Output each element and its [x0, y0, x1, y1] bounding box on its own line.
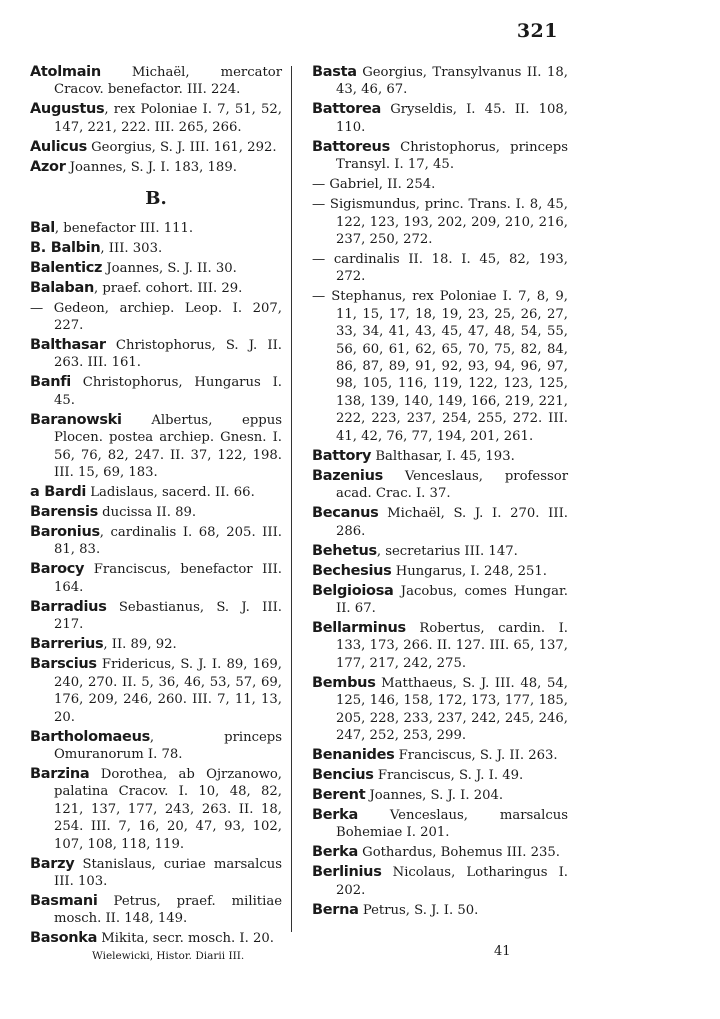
- index-entry: [30, 561, 282, 596]
- index-entry: [30, 856, 282, 891]
- entry-text: Matthaeus, S. J. III. 48, 54, 125, 146, 158, 172, 173, 177, 185, 205, 228, 233, 237, 242, 245, 246, 247, 252, 253, 299.: [336, 675, 568, 743]
- index-entry: [312, 101, 568, 136]
- index-entry: [30, 729, 282, 764]
- entry-text: Albertus, eppus Plocen. postea archiep. Gnesn. I. 56, 76, 82, 247. II. 37, 122, 198. III. 15, 69, 183.: [54, 412, 282, 481]
- entry-text: Nicolaus, Lotharingus I. 202.: [336, 865, 568, 898]
- column-divider: [291, 66, 292, 932]
- entry-text: — Stephanus, rex Poloniae I. 7, 8, 9, 11, 15, 17, 18, 19, 23, 25, 26, 27, 33, 34, 41, 43, 45, 47, 48, 54, 55, 56, 60, 61, 62, 65, 70, 75, 82, 84, 86, 87, 89, 91, 92, 93, 94, 96, 97, 98, 105, 116, 119, 122, 123, 125, 138, 139, 140, 149, 166, 219, 221, 222, 223, 237, 254, 255, 272. III. 41, 42, 76, 77, 194, 201, 261.: [312, 289, 568, 444]
- entry-headword: Barzina: [30, 765, 90, 782]
- index-entry: [30, 64, 282, 99]
- index-entry: [312, 787, 568, 804]
- index-entry: [30, 893, 282, 928]
- index-entry: [312, 505, 568, 540]
- entry-headword: Balaban: [30, 279, 94, 296]
- entry-headword: Berlinius: [312, 864, 382, 881]
- entry-text: Franciscus, S. J. II. 263.: [394, 747, 558, 763]
- entry-text: , princeps Omuranorum I. 78.: [54, 729, 282, 762]
- index-entry: [30, 374, 282, 409]
- index-entry: [312, 767, 568, 784]
- entry-headword: Bembus: [312, 674, 376, 691]
- entry-headword: Barradius: [30, 598, 107, 615]
- index-entry: [30, 524, 282, 559]
- index-entry: [30, 930, 282, 947]
- entry-headword: Basta: [312, 64, 357, 80]
- index-entry: [30, 260, 282, 277]
- index-entry: [312, 543, 568, 560]
- entry-text: — Gedeon, archiep. Leop. I. 207, 227.: [30, 300, 282, 334]
- entry-text: Venceslaus, professor acad. Crac. I. 37.: [336, 468, 568, 502]
- index-entry: [312, 64, 568, 99]
- index-entry: [312, 251, 568, 286]
- entry-text: , praef. cohort. III. 29.: [93, 280, 243, 296]
- index-column-right: [312, 64, 568, 922]
- entry-text: , secretarius III. 147.: [376, 543, 518, 559]
- entry-text: Robertus, cardin. I. 133, 173, 266. II. 127. III. 65, 137, 177, 217, 242, 275.: [336, 620, 568, 671]
- entry-headword: Becanus: [312, 505, 379, 522]
- entry-text: Petrus, S. J. I. 50.: [358, 902, 479, 918]
- section-heading: B.: [145, 188, 167, 210]
- entry-text: Balthasar, I. 45, 193.: [371, 448, 515, 464]
- index-entry: [30, 636, 282, 653]
- entry-headword: Augustus: [30, 101, 105, 118]
- index-entry: [312, 864, 568, 899]
- index-entry: [30, 504, 282, 521]
- entry-text: Georgius, S. J. III. 161, 292.: [86, 139, 277, 155]
- entry-text: Mikita, secr. mosch. I. 20.: [97, 931, 274, 947]
- entry-headword: Banfi: [30, 374, 71, 391]
- index-entry: [30, 139, 282, 156]
- entry-headword: Basonka: [30, 930, 98, 947]
- index-entry: [312, 139, 568, 174]
- entry-text: Dorothea, ab Ojrzanowo, palatina Cracov. I. 10, 48, 82, 121, 137, 177, 243, 263. II. 18, 254. III. 7, 16, 20, 47, 93, 102, 107, 108, 118, 119.: [54, 766, 282, 852]
- entry-text: — cardinalis II. 18. I. 45, 82, 193, 272.: [312, 252, 568, 285]
- index-entry: [312, 196, 568, 248]
- entry-text: , II. 89, 92.: [103, 637, 177, 653]
- entry-text: Gryseldis, I. 45. II. 108, 110.: [336, 102, 568, 135]
- index-entry: [30, 599, 282, 634]
- entry-headword: Bazenius: [312, 467, 383, 484]
- footer-signature: 41: [494, 944, 511, 959]
- index-entry: [312, 288, 568, 445]
- entry-headword: Behetus: [312, 542, 377, 559]
- entry-headword: Bencius: [312, 766, 374, 783]
- entry-text: Venceslaus, marsalcus Bohemiae I. 201.: [336, 807, 568, 841]
- index-entry: [312, 844, 568, 861]
- entry-text: Gothardus, Bohemus III. 235.: [357, 845, 560, 861]
- index-entry: [30, 412, 282, 482]
- index-entry: [30, 101, 282, 136]
- entry-headword: Belgioiosa: [312, 582, 394, 599]
- entry-text: Joannes, S. J. I. 204.: [365, 787, 504, 803]
- entry-headword: Balthasar: [30, 337, 106, 354]
- index-entry: [30, 220, 282, 237]
- entry-headword: Bartholomaeus: [30, 728, 150, 745]
- entry-headword: Aulicus: [30, 138, 87, 155]
- index-entry: [312, 747, 568, 764]
- entry-text: ducissa II. 89.: [97, 505, 197, 521]
- index-entry: [30, 656, 282, 726]
- entry-headword: Barensis: [30, 504, 98, 521]
- index-column-left: [30, 64, 282, 950]
- entry-headword: Barrerius: [30, 636, 104, 653]
- entry-text: Petrus, praef. militiae mosch. II. 148, 149.: [54, 893, 282, 927]
- entry-headword: a Bardi: [30, 484, 87, 501]
- entry-text: Jacobus, comes Hungar. II. 67.: [336, 583, 568, 616]
- entry-headword: B. Balbin: [30, 239, 101, 256]
- entry-text: Hungarus, I. 248, 251.: [391, 563, 547, 579]
- entry-text: Joannes, S. J. II. 30.: [102, 260, 237, 276]
- entry-headword: Bal: [30, 219, 55, 236]
- index-entry: [312, 563, 568, 580]
- entry-text: , III. 303.: [100, 240, 163, 256]
- index-entry: [30, 240, 282, 257]
- index-entry: [30, 280, 282, 297]
- index-entry: [312, 176, 568, 193]
- entry-text: — Gabriel, II. 254.: [312, 177, 436, 193]
- entry-headword: Barscius: [30, 656, 97, 673]
- entry-headword: Berka: [312, 806, 358, 823]
- entry-text: Georgius, Transylvanus II. 18, 43, 46, 67.: [336, 65, 568, 98]
- index-entry: [30, 159, 282, 176]
- entry-text: Stanislaus, curiae marsalcus III. 103.: [54, 856, 282, 889]
- entry-text: Franciscus, S. J. I. 49.: [373, 767, 524, 783]
- entry-text: , rex Poloniae I. 7, 51, 52, 147, 221, 222. III. 265, 266.: [54, 102, 282, 135]
- index-entry: [312, 902, 568, 919]
- entry-headword: Azor: [30, 158, 66, 175]
- entry-headword: Benanides: [312, 746, 395, 763]
- index-entry: [30, 337, 282, 372]
- entry-text: Ladislaus, sacerd. II. 66.: [86, 485, 255, 501]
- footer-source-note: Wielewicki, Histor. Diarii III.: [92, 950, 245, 962]
- index-entry: [312, 448, 568, 465]
- entry-headword: Berna: [312, 901, 359, 918]
- entry-text: Christophorus, Hungarus I. 45.: [54, 375, 282, 408]
- index-entry: [30, 300, 282, 335]
- index-entry: [312, 468, 568, 503]
- index-entry: [30, 484, 282, 501]
- entry-headword: Balenticz: [30, 259, 103, 276]
- entry-headword: Bechesius: [312, 562, 392, 579]
- entry-headword: Battorea: [312, 101, 382, 118]
- entry-text: Joannes, S. J. I. 183, 189.: [65, 159, 237, 175]
- entry-text: Fridericus, S. J. I. 89, 169, 240, 270. II. 5, 36, 46, 53, 57, 69, 176, 209, 246, 260. III. 7, 11, 13, 20.: [54, 657, 282, 725]
- entry-text: , cardinalis I. 68, 205. III. 81, 83.: [54, 525, 282, 558]
- entry-headword: Barocy: [30, 561, 85, 578]
- entry-text: Christophorus, S. J. II. 263. III. 161.: [54, 338, 282, 371]
- entry-text: Sebastianus, S. J. III. 217.: [54, 599, 282, 633]
- index-entry: [312, 807, 568, 842]
- entry-headword: Atolmain: [30, 64, 101, 80]
- entry-headword: Berent: [312, 786, 366, 803]
- entry-text: Michaël, S. J. I. 270. III. 286.: [336, 506, 568, 539]
- page-number: 321: [516, 20, 558, 42]
- entry-headword: Barzy: [30, 855, 75, 872]
- entry-headword: Battory: [312, 447, 372, 464]
- entry-headword: Baronius: [30, 524, 100, 541]
- entry-text: Christophorus, princeps Transyl. I. 17, 45.: [336, 139, 568, 173]
- entry-headword: Bellarminus: [312, 619, 406, 636]
- entry-headword: Battoreus: [312, 138, 390, 155]
- entry-text: Michaël, mercator Cracov. benefactor. III. 224.: [54, 65, 282, 98]
- entry-text: — Sigismundus, princ. Trans. I. 8, 45, 122, 123, 193, 202, 209, 210, 216, 237, 250, 272.: [312, 197, 568, 248]
- entry-text: Franciscus, benefactor III. 164.: [54, 562, 282, 595]
- index-entry: [30, 766, 282, 853]
- entry-headword: Baranowski: [30, 411, 122, 428]
- index-entry: [312, 583, 568, 618]
- entry-headword: Berka: [312, 844, 358, 861]
- index-entry: [312, 620, 568, 672]
- entry-headword: Basmani: [30, 892, 98, 909]
- entry-text: , benefactor III. 111.: [54, 220, 194, 236]
- index-entry: [312, 675, 568, 745]
